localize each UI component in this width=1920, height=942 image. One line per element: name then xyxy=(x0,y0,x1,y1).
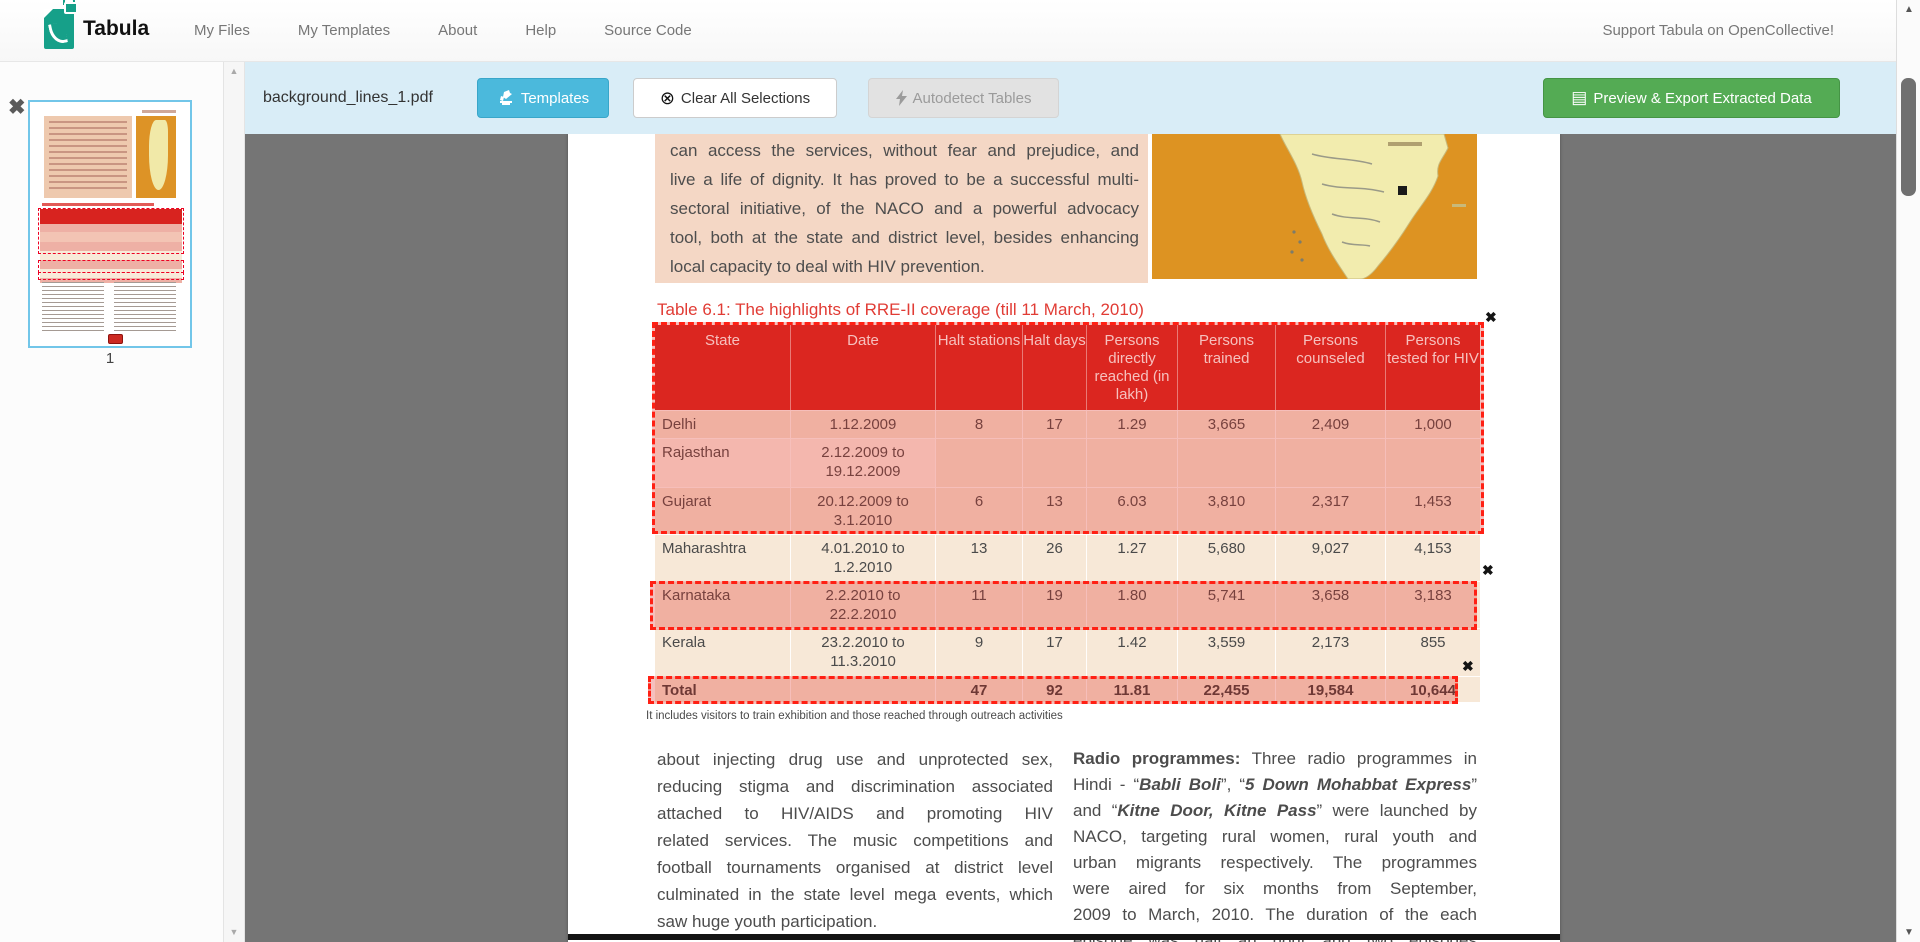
table-header-cell: Date xyxy=(790,325,935,410)
intro-line: sectoral initiative, of the NACO and a powerful advocacy xyxy=(670,199,1139,218)
table-cell: 2.2.2010 to 22.2.2010 xyxy=(790,581,935,628)
page-thumbnail[interactable] xyxy=(28,100,192,348)
templates-icon xyxy=(497,90,515,106)
selection-box-1[interactable] xyxy=(652,322,1484,534)
body-text-line: and “Kitne Door, Kitne Pass” were launched by xyxy=(1073,801,1478,820)
export-button-label: Preview & Export Extracted Data xyxy=(1593,89,1812,107)
thumb-intro-block xyxy=(44,116,132,198)
nav-link-my-templates[interactable]: My Templates xyxy=(297,22,391,39)
main-area xyxy=(245,61,1896,942)
navbar xyxy=(0,0,1920,62)
table-header-cell: Halt stations xyxy=(935,325,1022,410)
body-text-line: football tournaments organised at district level xyxy=(657,858,1053,877)
pdf-page[interactable] xyxy=(568,134,1560,942)
scroll-down-icon[interactable]: ▼ xyxy=(229,927,239,937)
clear-all-selections-button[interactable] xyxy=(633,78,837,118)
table-row xyxy=(655,534,1480,581)
support-link[interactable]: Support Tabula on OpenCollective! xyxy=(1602,22,1834,39)
table-cell: 1.80 xyxy=(1086,581,1177,628)
table-header-cell: Persons directly reached (in lakh) xyxy=(1086,325,1177,410)
table-cell: 855 xyxy=(1385,628,1480,676)
table-cell: Total xyxy=(655,676,790,702)
scroll-up-icon[interactable]: ▲ xyxy=(1904,4,1914,15)
thumb-table-title xyxy=(42,203,154,206)
body-text-left-column xyxy=(657,746,1053,935)
table-cell: 13 xyxy=(935,534,1022,581)
scroll-up-icon[interactable]: ▲ xyxy=(229,66,239,76)
nav-links xyxy=(170,0,716,61)
table-cell: 3,559 xyxy=(1177,628,1275,676)
filename-label: background_lines_1.pdf xyxy=(263,89,433,106)
table-cell: Maharashtra xyxy=(655,534,790,581)
thumb-selection-3 xyxy=(38,272,184,280)
sidebar xyxy=(0,61,245,942)
intro-line: tool, both at the state and district level, besides enhancing xyxy=(670,228,1139,247)
page-number-label: 1 xyxy=(105,350,115,367)
table-cell: 2.12.2009 to 19.12.2009 xyxy=(790,438,935,487)
table-cell: 4,153 xyxy=(1385,534,1480,581)
intro-line: local capacity to deal with HIV prevention. xyxy=(670,257,985,276)
templates-button-label: Templates xyxy=(520,89,590,107)
table-cell: 13 xyxy=(1022,487,1086,534)
body-text-line: urban migrants respectively. The programmes xyxy=(1073,853,1477,872)
table-cell: 1,000 xyxy=(1385,410,1480,438)
india-map-image xyxy=(1152,134,1477,279)
table-cell: 11.81 xyxy=(1086,676,1177,702)
selection-2-close-icon[interactable]: ✖ xyxy=(1482,562,1494,578)
table-cell: 22,455 xyxy=(1177,676,1275,702)
main-scrollbar[interactable] xyxy=(1896,0,1920,942)
scrollbar-thumb[interactable] xyxy=(1901,78,1916,196)
selection-1-close-icon[interactable]: ✖ xyxy=(1485,309,1497,325)
table-header-cell: Persons counseled xyxy=(1275,325,1385,410)
nav-link-my-files[interactable]: My Files xyxy=(194,22,250,39)
body-text-line: 2009 to March, 2010. The duration of the each xyxy=(1073,905,1477,924)
close-file-icon[interactable]: ✖ xyxy=(8,96,26,119)
table-header-cell: Persons tested for HIV xyxy=(1385,325,1480,410)
nav-link-source-code[interactable]: Source Code xyxy=(604,22,692,39)
table-cell: 1.27 xyxy=(1086,534,1177,581)
intro-line: live a life of dignity. It has proved to be a successful multi- xyxy=(670,170,1139,189)
body-text-line: reducing stigma and discrimination associated xyxy=(657,777,1053,796)
body-text-line: attached to HIV/AIDS and promoting HIV xyxy=(657,804,1053,823)
table-cell: 1.42 xyxy=(1086,628,1177,676)
table-cell: 9 xyxy=(935,628,1022,676)
nav-link-help[interactable]: Help xyxy=(525,22,557,39)
table-cell: 1.12.2009 xyxy=(790,410,935,438)
thumb-selection-1 xyxy=(38,208,184,254)
sidebar-scrollbar[interactable] xyxy=(223,61,245,942)
thumb-text-column-left xyxy=(42,282,104,334)
table-cell: Gujarat xyxy=(655,487,790,534)
table-cell: 20.12.2009 to 3.1.2010 xyxy=(790,487,935,534)
table-cell: 3,665 xyxy=(1177,410,1275,438)
scroll-down-icon[interactable]: ▼ xyxy=(1904,927,1914,938)
table-cell: Karnataka xyxy=(655,581,790,628)
body-text-line: Radio programmes: Three radio programmes in xyxy=(1073,749,1477,768)
thumb-selection-badge xyxy=(108,334,123,344)
table-cell: 5,680 xyxy=(1177,534,1275,581)
table-header-cell: Halt days xyxy=(1022,325,1086,410)
table-header-cell: Persons trained xyxy=(1177,325,1275,410)
page-bottom-rule xyxy=(568,934,1560,940)
table-cell: 19 xyxy=(1022,581,1086,628)
toolbar xyxy=(245,61,1896,134)
table-cell: 4.01.2010 to 1.2.2010 xyxy=(790,534,935,581)
body-text-line: about injecting drug use and unprotected sex, xyxy=(657,750,1053,769)
body-text-right-column xyxy=(1073,746,1477,942)
tabula-logo-icon xyxy=(44,9,74,49)
table-cell: 1.29 xyxy=(1086,410,1177,438)
table-footnote: It includes visitors to train exhibition and those reached through outreach activities xyxy=(646,710,1063,722)
table-cell: Delhi xyxy=(655,410,790,438)
table-cell: 1,453 xyxy=(1385,487,1480,534)
body-text-line: related services. The music competitions and xyxy=(657,831,1053,850)
thumb-headline xyxy=(142,110,176,113)
body-text-line: were aired for six months from September, xyxy=(1073,879,1477,898)
table-title: Table 6.1: The highlights of RRE-II coverage (till 11 March, 2010) xyxy=(657,300,1144,319)
table-cell: Rajasthan xyxy=(655,438,790,487)
body-text-line: culminated in the state level mega events, which xyxy=(657,885,1053,904)
table-cell: 10,644 xyxy=(1385,676,1480,702)
table-cell: 2,409 xyxy=(1275,410,1385,438)
table-cell: Kerala xyxy=(655,628,790,676)
table-cell: 9,027 xyxy=(1275,534,1385,581)
selection-box-3[interactable] xyxy=(648,676,1458,704)
table-cell: 11 xyxy=(935,581,1022,628)
clear-selections-icon: ⊗ xyxy=(659,87,675,108)
table-cell: 47 xyxy=(935,676,1022,702)
autodetect-button-label: Autodetect Tables xyxy=(912,89,1032,107)
table-cell: 3,183 xyxy=(1385,581,1480,628)
table-cell: 3,810 xyxy=(1177,487,1275,534)
table-cell: 19,584 xyxy=(1275,676,1385,702)
thumb-map-block xyxy=(136,116,176,198)
nav-link-about[interactable]: About xyxy=(438,22,478,39)
table-cell: 3,658 xyxy=(1275,581,1385,628)
table-row xyxy=(655,628,1480,676)
brand-home-link[interactable] xyxy=(44,9,149,49)
thumb-text-column-right xyxy=(114,282,176,334)
table-cell: 26 xyxy=(1022,534,1086,581)
table-cell: 2,317 xyxy=(1275,487,1385,534)
lightning-bolt-icon xyxy=(896,90,907,106)
body-text-line: saw huge youth participation. xyxy=(657,912,878,931)
templates-button[interactable] xyxy=(477,78,609,118)
intro-paragraph xyxy=(655,134,1148,283)
table-cell: 5,741 xyxy=(1177,581,1275,628)
table-cell: 2,173 xyxy=(1275,628,1385,676)
table-cell: 6 xyxy=(935,487,1022,534)
autodetect-tables-button xyxy=(868,78,1059,118)
table-cell: 8 xyxy=(935,410,1022,438)
brand-title: Tabula xyxy=(83,17,150,40)
table-cell: 17 xyxy=(1022,628,1086,676)
selection-box-2[interactable] xyxy=(650,581,1477,630)
preview-export-button[interactable] xyxy=(1543,78,1840,118)
body-text-line: NACO, targeting rural women, rural youth and xyxy=(1073,827,1477,846)
pdf-canvas xyxy=(245,134,1896,942)
table-cell: 92 xyxy=(1022,676,1086,702)
thumb-table xyxy=(40,209,182,283)
body-text-line: Hindi - “Babli Boli”, “5 Down Mohabbat Express” xyxy=(1073,775,1477,794)
table-cell: 6.03 xyxy=(1086,487,1177,534)
export-table-icon: ▤ xyxy=(1571,88,1588,107)
table-cell: 23.2.2010 to 11.3.2010 xyxy=(790,628,935,676)
selection-3-close-icon[interactable]: ✖ xyxy=(1462,658,1474,674)
intro-line: can access the services, without fear and prejudice, and xyxy=(670,141,1139,160)
table-cell: 17 xyxy=(1022,410,1086,438)
table-header-cell: State xyxy=(655,325,790,410)
clear-button-label: Clear All Selections xyxy=(680,89,811,107)
